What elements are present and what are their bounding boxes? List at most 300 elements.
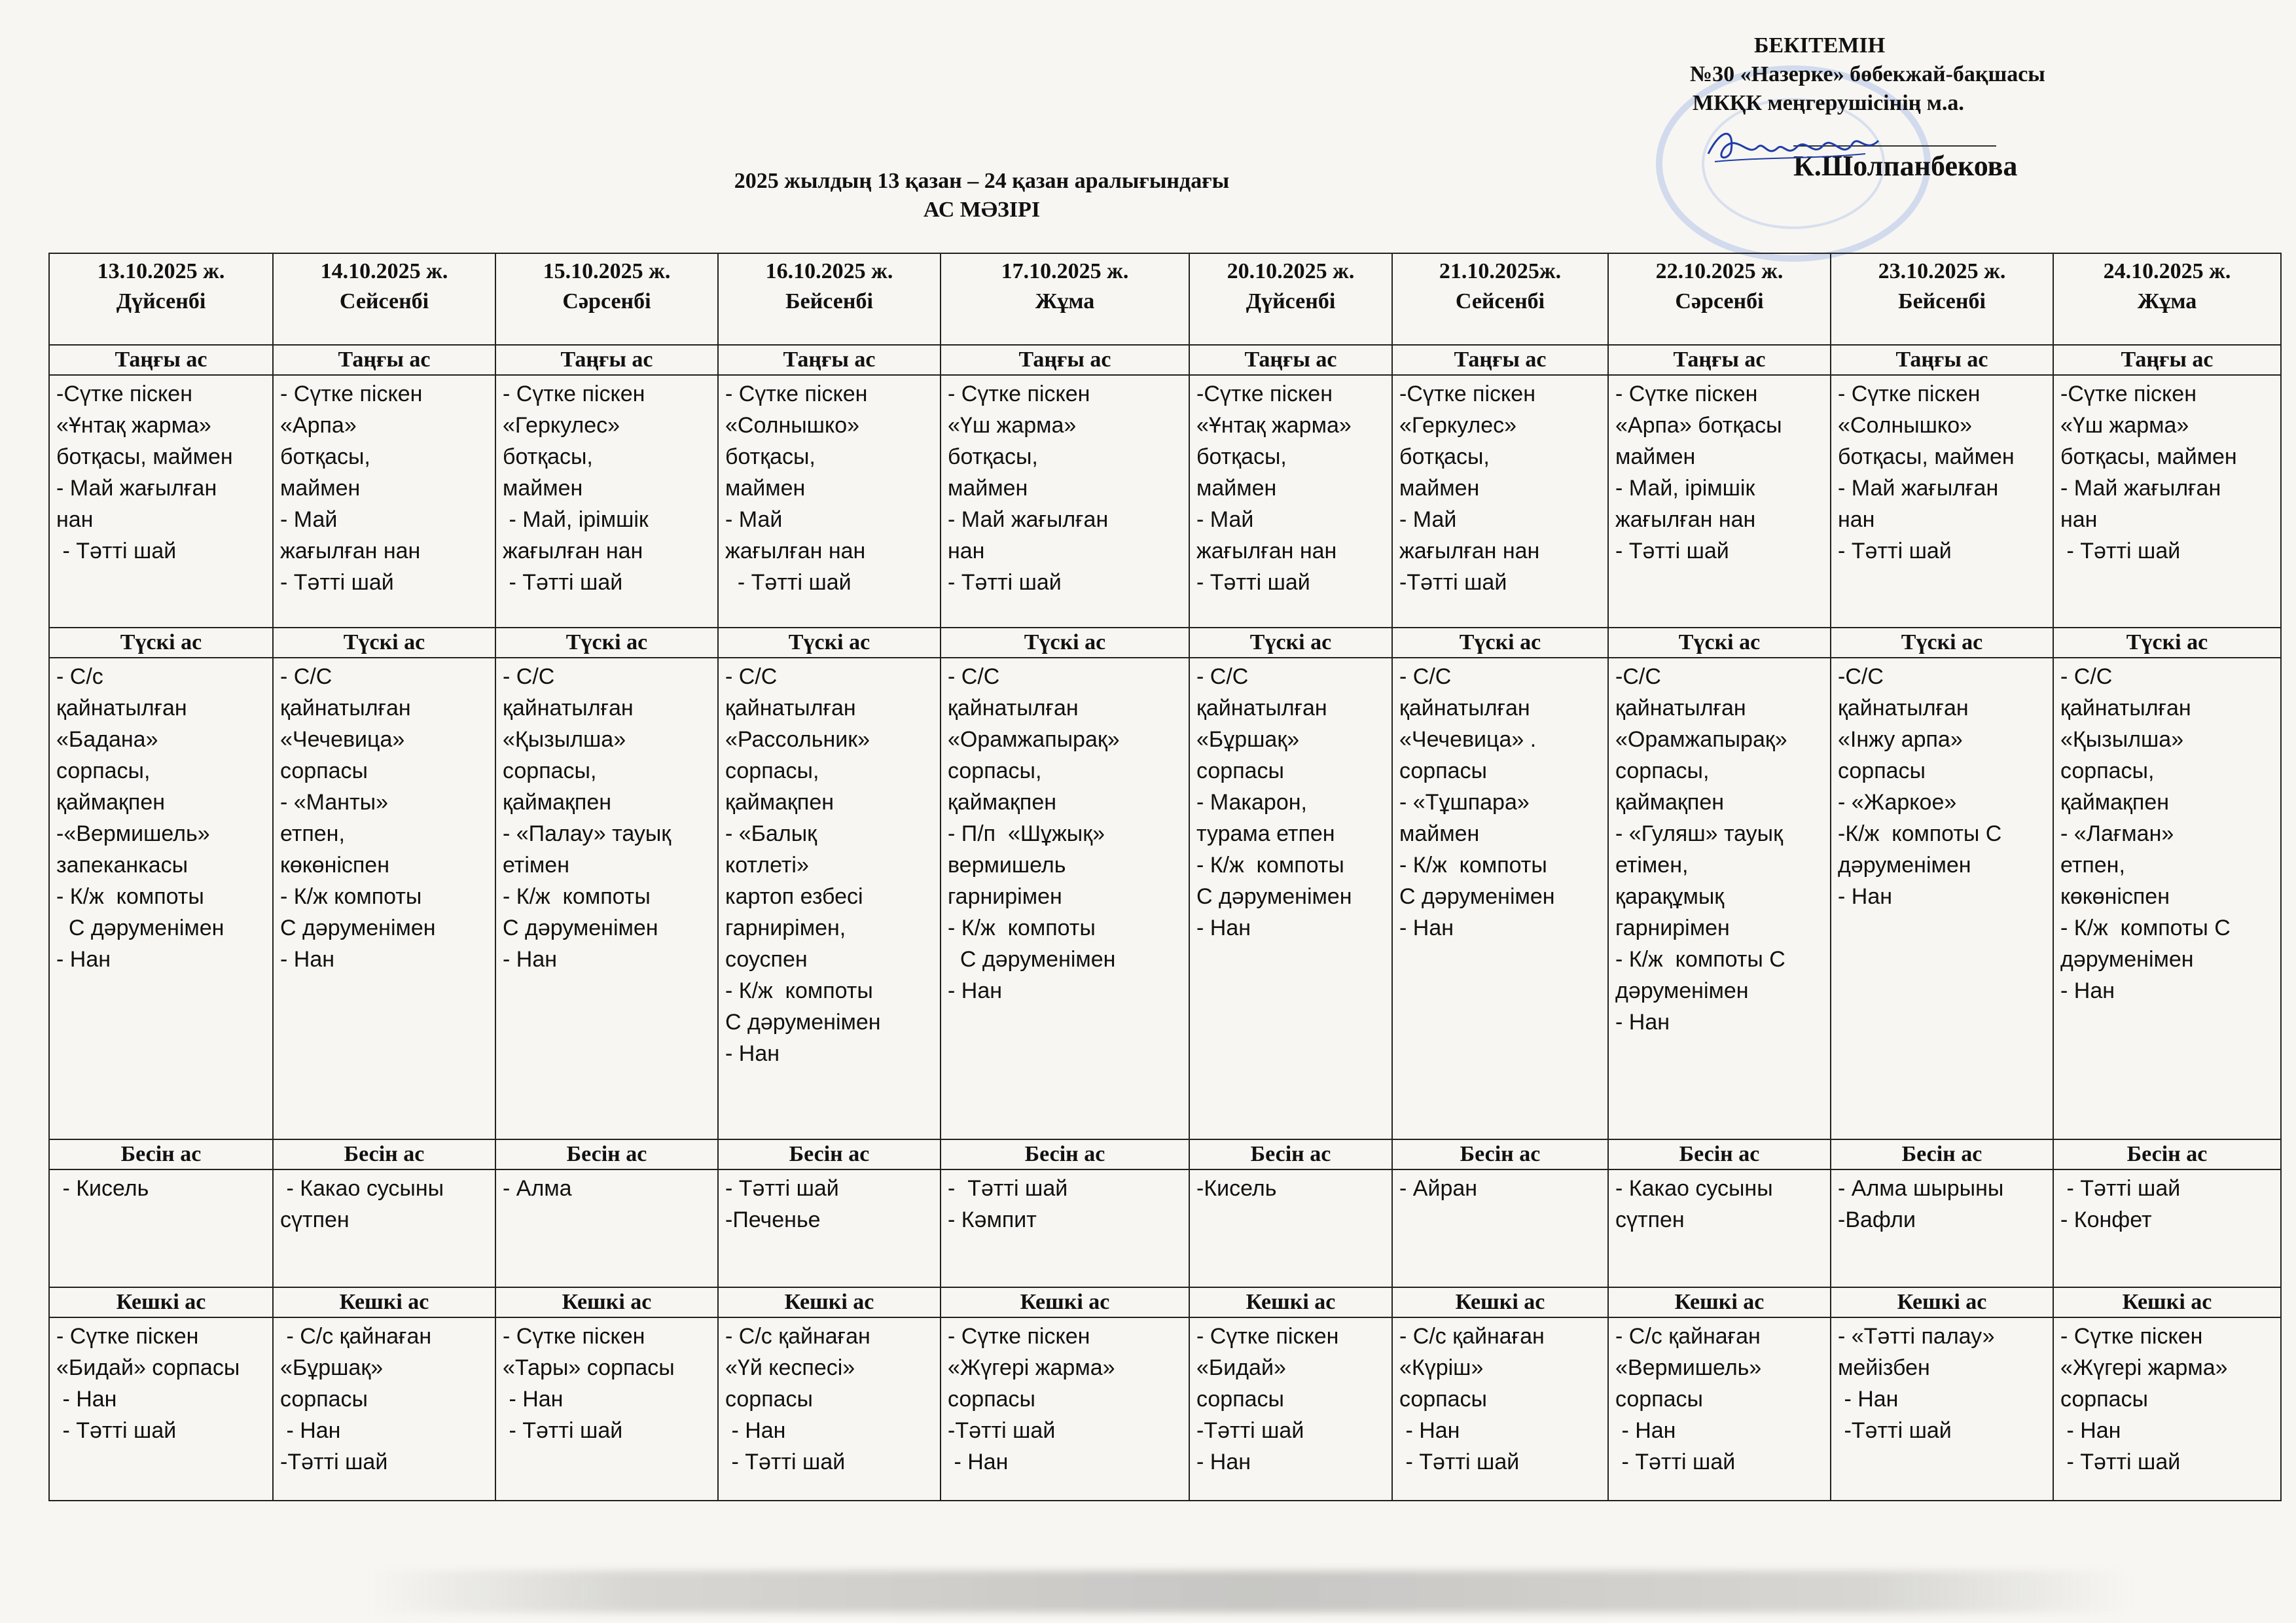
menu-item-line: - Макарон, — [1196, 790, 1307, 815]
menu-item-line: етімен, — [1615, 853, 1689, 878]
menu-item-line: қаймақпен — [503, 790, 612, 815]
day-header-cell — [718, 253, 941, 345]
lunch-cell — [1831, 658, 2053, 1139]
menu-item-line: - Конфет — [2060, 1207, 2152, 1232]
menu-item-line: - С/с қайнаған — [280, 1324, 432, 1349]
breakfast-cell — [1608, 375, 1831, 628]
snack-label: Бесін ас — [1831, 1139, 2053, 1169]
menu-item-line: «Орамжапырақ» — [1615, 727, 1787, 752]
menu-item-line: «Үш жарма» — [2060, 413, 2189, 438]
menu-item-line: етпен, — [2060, 853, 2125, 878]
menu-item-line: - С/С — [2060, 664, 2113, 689]
menu-item-line: - Айран — [1399, 1176, 1478, 1201]
menu-item-line: «Бұршақ» — [280, 1355, 384, 1380]
menu-item-line: - С/С — [280, 664, 332, 689]
snack-cell — [49, 1169, 273, 1287]
day-weekday: Сейсенбі — [1455, 289, 1545, 313]
menu-item-line: - Какао сусыны — [280, 1176, 444, 1201]
lunch-label: Түскі ас — [495, 628, 718, 658]
menu-item-line: С дәруменімен — [56, 916, 224, 940]
menu-item-line: - К/ж компоты — [280, 884, 422, 909]
day-weekday: Жұма — [2137, 289, 2197, 313]
menu-item-line: - Тәтті шай — [1838, 539, 1952, 563]
menu-item-line: «Геркулес» — [503, 413, 620, 438]
menu-item-line: - Тәтті шай — [725, 570, 852, 595]
menu-item-line: «Чечевица» . — [1399, 727, 1537, 752]
menu-item-line: «Үй кеспесі» — [725, 1355, 855, 1380]
dinner-label-row — [49, 1287, 2281, 1317]
menu-item-line: сүтпен — [1615, 1207, 1685, 1232]
menu-item-line: «Бадана» — [56, 727, 158, 752]
menu-item-line: - Нан — [280, 1418, 341, 1443]
menu-item-line: жағылған нан — [725, 539, 866, 563]
day-weekday: Сейсенбі — [339, 289, 429, 313]
menu-item-line: -Печенье — [725, 1207, 821, 1232]
menu-item-line: ботқасы, — [948, 444, 1038, 469]
menu-item-line: «Жүгері жарма» — [2060, 1355, 2228, 1380]
snack-cell — [1189, 1169, 1392, 1287]
menu-item-line: -С/С — [1838, 664, 1884, 689]
day-weekday: Бейсенбі — [785, 289, 873, 313]
menu-item-line: - Май — [725, 507, 783, 532]
menu-item-line: - Нан — [503, 947, 558, 972]
snack-label: Бесін ас — [2053, 1139, 2281, 1169]
menu-item-line: жағылған нан — [280, 539, 421, 563]
menu-item-line: С дәруменімен — [1399, 884, 1555, 909]
menu-item-line: ботқасы, — [725, 444, 816, 469]
breakfast-label: Таңғы ас — [941, 345, 1189, 375]
menu-item-line: дәруменімен — [1615, 978, 1749, 1003]
dinner-label: Кешкі ас — [273, 1287, 495, 1317]
menu-item-line: сорпасы, — [1615, 758, 1710, 783]
day-header-cell — [49, 253, 273, 345]
menu-item-line: «Тары» сорпасы — [503, 1355, 675, 1380]
menu-item-line: дәруменімен — [1838, 853, 1971, 878]
breakfast-cell — [49, 375, 273, 628]
menu-item-line: -Тәтті шай — [1838, 1418, 1952, 1443]
day-header-cell — [1189, 253, 1392, 345]
lunch-label: Түскі ас — [718, 628, 941, 658]
menu-item-line: -«Вермишель» — [56, 821, 210, 846]
menu-item-line: «Арпа» — [280, 413, 357, 438]
menu-item-line: - С/с — [56, 664, 103, 689]
menu-item-line: қайнатылған — [280, 696, 411, 721]
menu-item-line: - Май жағылған — [56, 476, 217, 501]
menu-item-line: - К/ж компоты С — [1615, 947, 1785, 972]
day-date: 13.10.2025 ж. — [97, 259, 225, 283]
day-date: 15.10.2025 ж. — [543, 259, 671, 283]
day-weekday: Бейсенбі — [1898, 289, 1986, 313]
menu-item-line: -Тәтті шай — [1399, 570, 1507, 595]
lunch-cell — [1392, 658, 1608, 1139]
menu-item-line: - Тәтті шай — [2060, 1176, 2181, 1201]
approver-name: К.Шолпанбекова — [1793, 150, 2018, 182]
menu-item-line: - Сүтке піскен — [503, 382, 645, 406]
breakfast-cell — [718, 375, 941, 628]
breakfast-cell — [1189, 375, 1392, 628]
menu-item-line: - Тәтті шай — [725, 1176, 839, 1201]
menu-item-line: ботқасы, маймен — [1838, 444, 2015, 469]
menu-item-line: - Сүтке піскен — [56, 1324, 199, 1349]
menu-item-line: сорпасы — [2060, 1387, 2148, 1412]
day-date: 20.10.2025 ж. — [1227, 259, 1355, 283]
breakfast-cell — [941, 375, 1189, 628]
handwritten-signature — [1702, 121, 1885, 173]
snack-label: Бесін ас — [273, 1139, 495, 1169]
menu-item-line: - С/С — [1399, 664, 1452, 689]
menu-item-line: - «Жаркое» — [1838, 790, 1957, 815]
menu-item-line: -Кисель — [1196, 1176, 1277, 1201]
menu-item-line: - К/ж компоты — [1196, 853, 1344, 878]
menu-item-line: - Тәтті шай — [2060, 1450, 2181, 1474]
lunch-label: Түскі ас — [1392, 628, 1608, 658]
breakfast-label: Таңғы ас — [1831, 345, 2053, 375]
day-header-cell — [495, 253, 718, 345]
menu-item-line: - Нан — [280, 947, 335, 972]
menu-item-line: - Май — [1196, 507, 1254, 532]
menu-item-line: «Орамжапырақ» — [948, 727, 1120, 752]
menu-item-line: сорпасы, — [948, 758, 1042, 783]
menu-heading: АС МӘЗІРІ — [923, 198, 1041, 222]
menu-item-line: - К/ж компоты — [725, 978, 873, 1003]
menu-item-line: сорпасы — [1196, 758, 1284, 783]
day-date: 14.10.2025 ж. — [320, 259, 448, 283]
lunch-label: Түскі ас — [1608, 628, 1831, 658]
menu-item-line: -С/С — [1615, 664, 1661, 689]
menu-item-line: - Тәтті шай — [725, 1450, 846, 1474]
menu-item-line: «Қызылша» — [2060, 727, 2184, 752]
menu-item-line: маймен — [1399, 476, 1480, 501]
lunch-cell — [1189, 658, 1392, 1139]
day-date: 23.10.2025 ж. — [1878, 259, 2006, 283]
dinner-label: Кешкі ас — [49, 1287, 273, 1317]
menu-item-line: - Тәтті шай — [948, 570, 1062, 595]
breakfast-label: Таңғы ас — [1392, 345, 1608, 375]
snack-label: Бесін ас — [1608, 1139, 1831, 1169]
day-date: 21.10.2025ж. — [1439, 259, 1562, 283]
breakfast-cell — [1392, 375, 1608, 628]
menu-item-line: - Май жағылған — [948, 507, 1109, 532]
menu-item-line: «Солнышко» — [725, 413, 860, 438]
menu-item-line: - Нан — [948, 978, 1003, 1003]
snack-cell — [495, 1169, 718, 1287]
menu-item-line: - Тәтті шай — [280, 570, 394, 595]
menu-item-line: запеканкасы — [56, 853, 188, 878]
menu-item-line: сорпасы, — [503, 758, 597, 783]
menu-item-line: - Нан — [1615, 1418, 1676, 1443]
dinner-label: Кешкі ас — [941, 1287, 1189, 1317]
menu-item-line: - Тәтті шай — [1615, 539, 1729, 563]
menu-item-line: - Сүтке піскен — [503, 1324, 645, 1349]
menu-item-line: қайнатылған — [56, 696, 187, 721]
menu-item-line: - Кисель — [56, 1176, 149, 1201]
menu-item-line: етпен, — [280, 821, 345, 846]
menu-item-line: - Нан — [503, 1387, 564, 1412]
menu-item-line: ботқасы, маймен — [2060, 444, 2237, 469]
menu-item-line: - Май, ірімшік — [503, 507, 649, 532]
menu-item-line: С дәруменімен — [280, 916, 436, 940]
dinner-cell — [1189, 1317, 1392, 1501]
menu-item-line: - Нан — [948, 1450, 1009, 1474]
menu-item-line: - Нан — [1615, 1010, 1670, 1035]
menu-item-line: - К/ж компоты — [56, 884, 204, 909]
menu-item-line: жағылған нан — [1615, 507, 1756, 532]
menu-item-line: «Ұнтақ жарма» — [56, 413, 211, 438]
dinner-label: Кешкі ас — [1831, 1287, 2053, 1317]
dinner-cell — [1608, 1317, 1831, 1501]
lunch-label: Түскі ас — [1831, 628, 2053, 658]
day-header-cell — [941, 253, 1189, 345]
approval-organization: №30 «Назерке» бөбекжай-бақшасы — [1690, 62, 2045, 86]
menu-item-line: сорпасы — [1615, 1387, 1703, 1412]
menu-item-line: - С/С — [1196, 664, 1249, 689]
menu-period: 2025 жылдың 13 қазан – 24 қазан аралығындағы — [734, 169, 1230, 193]
menu-item-line: «Қызылша» — [503, 727, 626, 752]
snack-label: Бесін ас — [49, 1139, 273, 1169]
day-header-row — [49, 253, 2281, 345]
menu-item-line: нан — [1838, 507, 1875, 532]
menu-item-line: - Сүтке піскен — [725, 382, 868, 406]
breakfast-label: Таңғы ас — [273, 345, 495, 375]
menu-item-line: қайнатылған — [1838, 696, 1969, 721]
scan-smudge — [367, 1571, 2134, 1613]
menu-item-line: - Нан — [1399, 1418, 1460, 1443]
menu-item-line: - Май, ірімшік — [1615, 476, 1755, 501]
snack-cell — [941, 1169, 1189, 1287]
menu-item-line: «Інжу арпа» — [1838, 727, 1963, 752]
lunch-cell — [49, 658, 273, 1139]
menu-item-line: сорпасы — [1196, 1387, 1284, 1412]
menu-item-line: ботқасы, — [503, 444, 593, 469]
menu-item-line: - Тәтті шай — [2060, 539, 2181, 563]
menu-item-line: ботқасы, — [280, 444, 370, 469]
menu-item-line: қайнатылған — [1399, 696, 1530, 721]
menu-item-line: - Нан — [1196, 916, 1251, 940]
menu-item-line: - Тәтті шай — [1399, 1450, 1520, 1474]
day-date: 16.10.2025 ж. — [765, 259, 893, 283]
dinner-cell — [2053, 1317, 2281, 1501]
menu-item-line: сорпасы, — [2060, 758, 2155, 783]
snack-items-row — [49, 1169, 2281, 1287]
snack-cell — [273, 1169, 495, 1287]
menu-item-line: қаймақпен — [725, 790, 834, 815]
menu-item-line: «Рассольник» — [725, 727, 870, 752]
lunch-cell — [2053, 658, 2281, 1139]
menu-item-line: - Май — [280, 507, 338, 532]
menu-item-line: «Ұнтақ жарма» — [1196, 413, 1352, 438]
menu-title — [655, 167, 1309, 224]
dinner-label: Кешкі ас — [495, 1287, 718, 1317]
menu-item-line: С дәруменімен — [503, 916, 658, 940]
dinner-cell — [495, 1317, 718, 1501]
menu-item-line: нан — [948, 539, 985, 563]
menu-item-line: - Май жағылған — [1838, 476, 1999, 501]
menu-item-line: соуспен — [725, 947, 808, 972]
menu-item-line: - Май — [1399, 507, 1457, 532]
menu-item-line: -Сүтке піскен — [1196, 382, 1333, 406]
menu-item-line: маймен — [1399, 821, 1480, 846]
menu-item-line: қайнатылған — [948, 696, 1079, 721]
dinner-cell — [718, 1317, 941, 1501]
lunch-cell — [941, 658, 1189, 1139]
menu-item-line: - Сүтке піскен — [1196, 1324, 1339, 1349]
dinner-cell — [273, 1317, 495, 1501]
menu-item-line: қаймақпен — [1615, 790, 1725, 815]
menu-item-line: сорпасы — [1838, 758, 1926, 783]
menu-item-line: гарнирімен — [948, 884, 1062, 909]
snack-label-row — [49, 1139, 2281, 1169]
menu-item-line: «Бидай» сорпасы — [56, 1355, 240, 1380]
breakfast-items-row — [49, 375, 2281, 628]
lunch-cell — [495, 658, 718, 1139]
menu-item-line: - «Манты» — [280, 790, 388, 815]
day-date: 22.10.2025 ж. — [1655, 259, 1784, 283]
menu-item-line: - Тәтті шай — [503, 1418, 623, 1443]
day-header-cell — [273, 253, 495, 345]
menu-item-line: котлеті» — [725, 853, 809, 878]
menu-item-line: - Нан — [56, 947, 111, 972]
menu-item-line: қаймақпен — [948, 790, 1057, 815]
menu-item-line: - П/п «Шұжық» — [948, 821, 1105, 846]
dinner-label: Кешкі ас — [1189, 1287, 1392, 1317]
menu-item-line: ботқасы, маймен — [56, 444, 233, 469]
dinner-cell — [49, 1317, 273, 1501]
menu-item-line: - Тәтті шай — [1196, 570, 1310, 595]
day-weekday: Сәрсенбі — [1675, 289, 1764, 313]
snack-cell — [2053, 1169, 2281, 1287]
lunch-label: Түскі ас — [1189, 628, 1392, 658]
menu-item-line: «Вермишель» — [1615, 1355, 1762, 1380]
breakfast-label: Таңғы ас — [718, 345, 941, 375]
menu-item-line: - С/с қайнаған — [1615, 1324, 1761, 1349]
menu-item-line: -Тәтті шай — [948, 1418, 1056, 1443]
menu-item-line: -К/ж компоты С — [1838, 821, 2002, 846]
lunch-label: Түскі ас — [49, 628, 273, 658]
menu-item-line: маймен — [948, 476, 1028, 501]
snack-cell — [1831, 1169, 2053, 1287]
lunch-label-row — [49, 628, 2281, 658]
menu-item-line: - Нан — [725, 1418, 786, 1443]
day-weekday: Сәрсенбі — [562, 289, 651, 313]
menu-item-line: -Вафли — [1838, 1207, 1916, 1232]
day-weekday: Дүйсенбі — [1246, 289, 1336, 313]
day-weekday: Дүйсенбі — [116, 289, 206, 313]
menu-item-line: нан — [56, 507, 94, 532]
menu-item-line: - «Тәтті палау» — [1838, 1324, 1995, 1349]
snack-label: Бесін ас — [941, 1139, 1189, 1169]
menu-item-line: - Нан — [1838, 884, 1893, 909]
menu-item-line: - Алма — [503, 1176, 572, 1201]
menu-item-line: қайнатылған — [725, 696, 856, 721]
dinner-label: Кешкі ас — [718, 1287, 941, 1317]
lunch-items-row — [49, 658, 2281, 1139]
breakfast-cell — [273, 375, 495, 628]
snack-cell — [1608, 1169, 1831, 1287]
menu-item-line: жағылған нан — [1196, 539, 1337, 563]
menu-item-line: - Тәтті шай — [503, 570, 623, 595]
menu-item-line: - С/С — [948, 664, 1000, 689]
menu-item-line: - Сүтке піскен — [1838, 382, 1981, 406]
menu-item-line: - К/ж компоты — [1399, 853, 1547, 878]
dinner-cell — [1831, 1317, 2053, 1501]
menu-item-line: - С/С — [725, 664, 778, 689]
menu-item-line: сорпасы, — [56, 758, 151, 783]
menu-item-line: - Сүтке піскен — [948, 1324, 1090, 1349]
menu-item-line: С дәруменімен — [725, 1010, 881, 1035]
day-header-cell — [1831, 253, 2053, 345]
menu-item-line: - Алма шырыны — [1838, 1176, 2004, 1201]
menu-item-line: -Тәтті шай — [280, 1450, 388, 1474]
dinner-label: Кешкі ас — [2053, 1287, 2281, 1317]
menu-item-line: - Тәтті шай — [948, 1176, 1068, 1201]
snack-cell — [1392, 1169, 1608, 1287]
day-header-cell — [1608, 253, 1831, 345]
breakfast-label: Таңғы ас — [495, 345, 718, 375]
menu-item-line: маймен — [1615, 444, 1696, 469]
menu-item-line: С дәруменімен — [1196, 884, 1352, 909]
menu-item-line: - Нан — [725, 1041, 780, 1066]
menu-item-line: -Сүтке піскен — [1399, 382, 1535, 406]
menu-item-line: - Нан — [2060, 1418, 2121, 1443]
menu-item-line: - «Лағман» — [2060, 821, 2174, 846]
day-header-cell — [2053, 253, 2281, 345]
menu-item-line: - Нан — [56, 1387, 117, 1412]
menu-item-line: гарнирімен, — [725, 916, 846, 940]
menu-item-line: - Кәмпит — [948, 1207, 1037, 1232]
menu-item-line: сорпасы, — [725, 758, 819, 783]
menu-item-line: «Бұршақ» — [1196, 727, 1300, 752]
menu-item-line: -Сүтке піскен — [2060, 382, 2197, 406]
snack-cell — [718, 1169, 941, 1287]
menu-item-line: етімен — [503, 853, 569, 878]
menu-item-line: - Сүтке піскен — [2060, 1324, 2203, 1349]
menu-item-line: қайнатылған — [2060, 696, 2191, 721]
menu-item-line: маймен — [725, 476, 806, 501]
menu-item-line: сорпасы — [1399, 1387, 1487, 1412]
menu-item-line: «Геркулес» — [1399, 413, 1517, 438]
menu-item-line: - Тәтті шай — [56, 539, 177, 563]
lunch-cell — [1608, 658, 1831, 1139]
lunch-label: Түскі ас — [2053, 628, 2281, 658]
snack-label: Бесін ас — [718, 1139, 941, 1169]
menu-item-line: маймен — [503, 476, 583, 501]
breakfast-cell — [1831, 375, 2053, 628]
approval-heading: БЕКІТЕМІН — [1754, 33, 1886, 58]
menu-item-line: - Сүтке піскен — [948, 382, 1090, 406]
snack-label: Бесін ас — [1392, 1139, 1608, 1169]
menu-item-line: ботқасы, — [1399, 444, 1490, 469]
breakfast-label: Таңғы ас — [49, 345, 273, 375]
menu-item-line: жағылған нан — [1399, 539, 1540, 563]
menu-item-line: «Үш жарма» — [948, 413, 1077, 438]
menu-item-line: - Нан — [1196, 1450, 1251, 1474]
menu-item-line: көкөніспен — [280, 853, 389, 878]
menu-item-line: - Тәтті шай — [1615, 1450, 1736, 1474]
day-weekday: Жұма — [1035, 289, 1095, 313]
menu-item-line: «Чечевица» — [280, 727, 405, 752]
menu-item-line: -Сүтке піскен — [56, 382, 192, 406]
menu-item-line: сорпасы — [948, 1387, 1035, 1412]
menu-item-line: - Сүтке піскен — [1615, 382, 1758, 406]
menu-item-line: - Тәтті шай — [56, 1418, 177, 1443]
breakfast-cell — [2053, 375, 2281, 628]
lunch-cell — [273, 658, 495, 1139]
menu-item-line: картоп езбесі — [725, 884, 863, 909]
menu-item-line: - Какао сусыны — [1615, 1176, 1773, 1201]
menu-item-line: мейізбен — [1838, 1355, 1930, 1380]
dinner-cell — [1392, 1317, 1608, 1501]
menu-item-line: - К/ж компоты — [948, 916, 1096, 940]
